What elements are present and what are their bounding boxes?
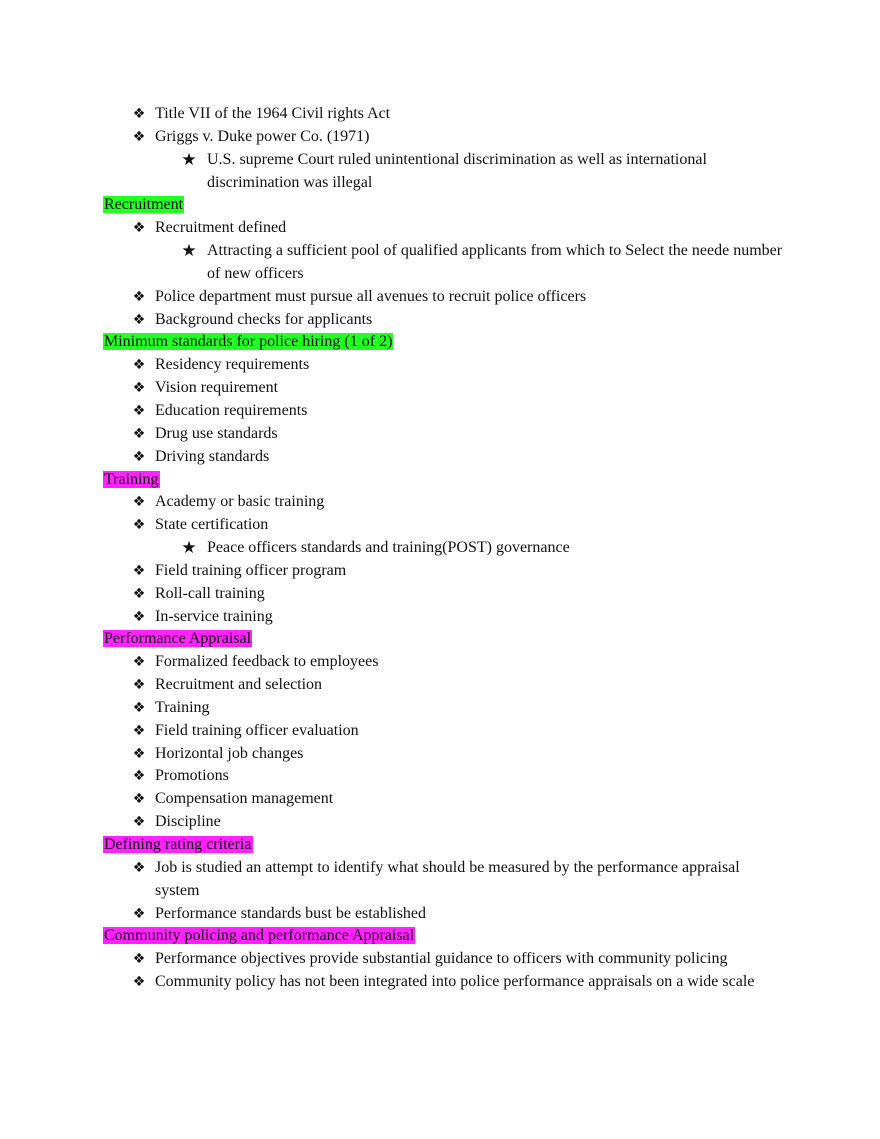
list-item-text: Vision requirement bbox=[155, 379, 279, 397]
list-item bbox=[103, 560, 783, 583]
list-item bbox=[103, 743, 783, 766]
list-item-text: Griggs v. Duke power Co. (1971) bbox=[155, 127, 370, 145]
diamond-bullet-icon: ❖ bbox=[132, 677, 146, 694]
section-heading bbox=[103, 925, 783, 948]
list-item-text: Residency requirements bbox=[155, 356, 310, 374]
sub-list-item bbox=[103, 149, 783, 195]
notes-content bbox=[103, 103, 783, 994]
section-heading bbox=[103, 469, 783, 492]
section-heading-text: Performance Appraisal bbox=[104, 630, 252, 648]
list-item-text: Recruitment defined bbox=[155, 219, 287, 237]
list-item bbox=[103, 286, 783, 309]
diamond-bullet-icon: ❖ bbox=[132, 357, 146, 374]
list-item bbox=[103, 788, 783, 811]
diamond-bullet-icon: ❖ bbox=[132, 791, 146, 808]
star-bullet-icon: ★ bbox=[181, 149, 197, 170]
list-item bbox=[103, 674, 783, 697]
list-item bbox=[103, 126, 783, 149]
list-item-text: Attracting a sufficient pool of qualified applicants from which to Select the neede number of new officers bbox=[207, 242, 783, 282]
list-item bbox=[103, 491, 783, 514]
diamond-bullet-icon: ❖ bbox=[132, 859, 146, 876]
diamond-bullet-icon: ❖ bbox=[132, 448, 146, 465]
section-heading-text: Minimum standards for police hiring (1 of 2) bbox=[104, 333, 393, 351]
section-heading bbox=[103, 194, 783, 217]
list-item bbox=[103, 948, 783, 971]
list-item-text: Field training officer evaluation bbox=[155, 721, 359, 739]
list-item-text: Discipline bbox=[155, 813, 221, 831]
list-item-text: Formalized feedback to employees bbox=[155, 653, 379, 671]
list-item-text: In-service training bbox=[155, 607, 273, 625]
diamond-bullet-icon: ❖ bbox=[132, 814, 146, 831]
diamond-bullet-icon: ❖ bbox=[132, 425, 146, 442]
list-item bbox=[103, 971, 783, 994]
list-item bbox=[103, 903, 783, 926]
list-item bbox=[103, 217, 783, 240]
diamond-bullet-icon: ❖ bbox=[132, 608, 146, 625]
list-item bbox=[103, 400, 783, 423]
list-item bbox=[103, 354, 783, 377]
list-item-text: Education requirements bbox=[155, 401, 308, 419]
diamond-bullet-icon: ❖ bbox=[132, 311, 146, 328]
diamond-bullet-icon: ❖ bbox=[132, 722, 146, 739]
list-item-text: Compensation management bbox=[155, 790, 334, 808]
list-item bbox=[103, 811, 783, 834]
section-heading bbox=[103, 331, 783, 354]
diamond-bullet-icon: ❖ bbox=[132, 654, 146, 671]
section-heading-text: Community policing and performance Appraisal bbox=[104, 927, 415, 945]
list-item-text: Performance objectives provide substantial guidance to officers with community policing bbox=[155, 950, 728, 968]
diamond-bullet-icon: ❖ bbox=[132, 562, 146, 579]
diamond-bullet-icon: ❖ bbox=[132, 402, 146, 419]
list-item-text: Academy or basic training bbox=[155, 493, 325, 511]
list-item-text: Job is studied an attempt to identify what should be measured by the performance appraisal system bbox=[155, 858, 740, 899]
list-item bbox=[103, 446, 783, 469]
diamond-bullet-icon: ❖ bbox=[132, 288, 146, 305]
list-item bbox=[103, 720, 783, 743]
list-item-text: Roll-call training bbox=[155, 584, 265, 602]
sub-list-item bbox=[103, 240, 783, 286]
list-item bbox=[103, 606, 783, 629]
section-heading-text: Recruitment bbox=[104, 196, 184, 214]
list-item-text: Drug use standards bbox=[155, 424, 278, 442]
section-heading bbox=[103, 834, 783, 857]
section-heading bbox=[103, 628, 783, 651]
list-item-text: Peace officers standards and training(POST) governance bbox=[207, 539, 570, 557]
diamond-bullet-icon: ❖ bbox=[132, 745, 146, 762]
list-item bbox=[103, 583, 783, 606]
diamond-bullet-icon: ❖ bbox=[132, 380, 146, 397]
list-item-text: U.S. supreme Court ruled unintentional discrimination as well as international discrimination was illegal bbox=[207, 150, 707, 191]
list-item-text: Police department must pursue all avenues to recruit police officers bbox=[155, 287, 587, 305]
star-bullet-icon: ★ bbox=[181, 538, 197, 559]
list-item-text: Horizontal job changes bbox=[155, 744, 304, 762]
diamond-bullet-icon: ❖ bbox=[132, 905, 146, 922]
list-item-text: Community policy has not been integrated into police performance appraisals on a wide scale bbox=[155, 973, 755, 991]
diamond-bullet-icon: ❖ bbox=[132, 220, 146, 237]
list-item-text: Training bbox=[155, 698, 210, 716]
diamond-bullet-icon: ❖ bbox=[132, 128, 146, 145]
list-item-text: Recruitment and selection bbox=[155, 676, 323, 694]
list-item bbox=[103, 651, 783, 674]
diamond-bullet-icon: ❖ bbox=[132, 699, 146, 716]
diamond-bullet-icon: ❖ bbox=[132, 106, 146, 122]
diamond-bullet-icon: ❖ bbox=[132, 951, 146, 968]
list-item-text: Driving standards bbox=[155, 447, 270, 465]
diamond-bullet-icon: ❖ bbox=[132, 585, 146, 602]
list-item bbox=[103, 857, 783, 903]
list-item-text: State certification bbox=[155, 516, 269, 534]
list-item bbox=[103, 377, 783, 400]
sub-list-item bbox=[103, 537, 783, 560]
star-bullet-icon: ★ bbox=[181, 241, 197, 262]
list-item bbox=[103, 765, 783, 788]
diamond-bullet-icon: ❖ bbox=[132, 974, 146, 991]
list-item-text: Title VII of the 1964 Civil rights Act bbox=[155, 105, 391, 122]
section-heading-text: Training bbox=[104, 470, 159, 488]
list-item bbox=[103, 514, 783, 537]
list-item-text: Promotions bbox=[155, 767, 229, 785]
list-item bbox=[103, 309, 783, 332]
list-item bbox=[103, 103, 783, 126]
diamond-bullet-icon: ❖ bbox=[132, 768, 146, 785]
diamond-bullet-icon: ❖ bbox=[132, 517, 146, 534]
list-item bbox=[103, 697, 783, 720]
list-item bbox=[103, 423, 783, 446]
list-item-text: Field training officer program bbox=[155, 561, 347, 579]
list-item-text: Background checks for applicants bbox=[155, 310, 373, 328]
section-heading-text: Defining rating criteria bbox=[104, 836, 252, 853]
diamond-bullet-icon: ❖ bbox=[132, 494, 146, 511]
list-item-text: Performance standards bust be established bbox=[155, 904, 427, 922]
